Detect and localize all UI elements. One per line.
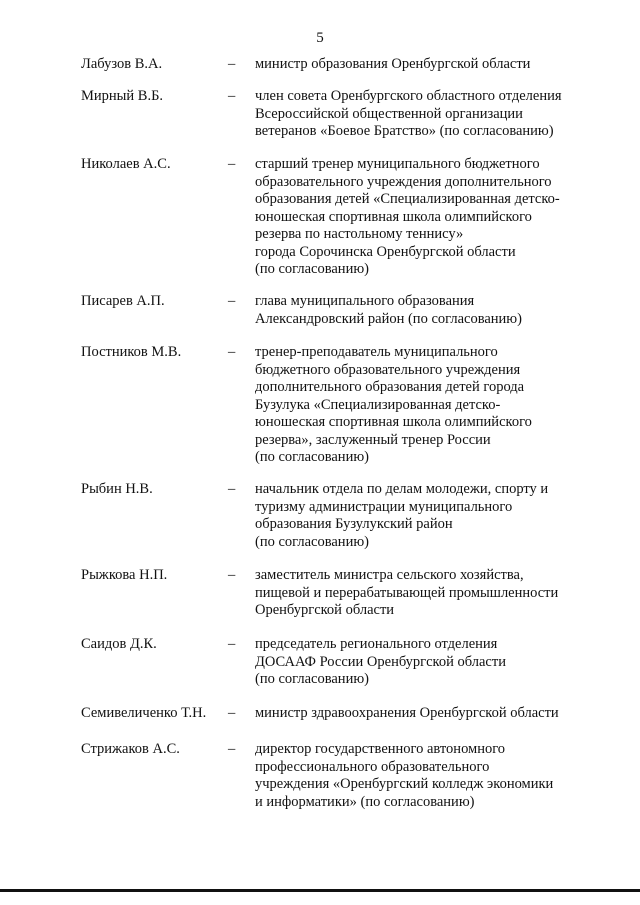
member-name: Стрижаков А.С.: [81, 741, 180, 757]
member-position: [255, 481, 585, 551]
member-name: Лабузов В.А.: [81, 56, 163, 72]
dash-separator: –: [228, 636, 236, 652]
dash-separator: –: [228, 88, 236, 104]
position-line: учреждения «Оренбургский колледж экономики: [255, 776, 554, 792]
position-line: юношеская спортивная школа олимпийского: [255, 414, 532, 430]
member-name: Семивеличенко Т.Н.: [81, 705, 207, 721]
position-line: образования Бузулукский район: [255, 516, 453, 532]
position-line: ветеранов «Боевое Братство» (по согласованию): [255, 123, 554, 139]
position-line: (по согласованию): [255, 533, 369, 550]
position-line: директор государственного автономного: [255, 741, 506, 757]
member-position: [255, 344, 585, 467]
bottom-divider: [0, 889, 640, 892]
member-name: Постников М.В.: [81, 344, 182, 360]
position-line: (по согласованию): [255, 449, 369, 465]
position-line: Бузулука «Специализированная детско-: [255, 396, 501, 413]
member-position: [255, 636, 585, 689]
member-name: Саидов Д.К.: [81, 636, 157, 652]
position-line: дополнительного образования детей города: [255, 379, 525, 395]
dash-separator: –: [228, 481, 236, 497]
position-line: юношеская спортивная школа олимпийского: [255, 208, 532, 225]
position-line: города Сорочинска Оренбургской области: [255, 243, 516, 260]
member-name: Николаев А.С.: [81, 156, 171, 172]
member-position: [255, 56, 585, 74]
position-line: образования детей «Специализированная детско-: [255, 191, 560, 207]
position-line: министр здравоохранения Оренбургской области: [255, 705, 559, 721]
position-line: (по согласованию): [255, 671, 369, 687]
member-position: [255, 88, 585, 141]
member-position: [255, 741, 585, 811]
dash-separator: –: [228, 567, 236, 583]
position-line: бюджетного образовательного учреждения: [255, 361, 521, 378]
position-line: резерва», заслуженный тренер России: [255, 431, 491, 448]
position-line: туризму администрации муниципального: [255, 498, 513, 515]
member-name: Мирный В.Б.: [81, 88, 164, 104]
position-line: профессионального образовательного: [255, 758, 490, 775]
member-position: [255, 705, 585, 723]
position-line: тренер-преподаватель муниципального: [255, 344, 498, 360]
page-number: 5: [316, 30, 324, 46]
position-line: начальник отдела по делам молодежи, спорту и: [255, 481, 549, 497]
dash-separator: –: [228, 741, 236, 757]
position-line: пищевой и перерабатывающей промышленности: [255, 584, 559, 601]
dash-separator: –: [228, 344, 236, 360]
position-line: Всероссийской общественной организации: [255, 105, 523, 122]
position-line: (по согласованию): [255, 261, 369, 277]
dash-separator: –: [228, 56, 236, 72]
position-line: ДОСААФ России Оренбургской области: [255, 653, 506, 670]
member-name: Рыжкова Н.П.: [81, 567, 168, 583]
position-line: заместитель министра сельского хозяйства,: [255, 567, 524, 583]
position-line: член совета Оренбургского областного отделения: [255, 88, 562, 104]
position-line: старший тренер муниципального бюджетного: [255, 156, 540, 172]
dash-separator: –: [228, 293, 236, 309]
dash-separator: –: [228, 705, 236, 721]
position-line: Александровский район (по согласованию): [255, 310, 522, 327]
member-name: Рыбин Н.В.: [81, 481, 153, 497]
position-line: образовательного учреждения дополнительного: [255, 173, 552, 190]
position-line: председатель регионального отделения: [255, 636, 498, 652]
position-line: Оренбургской области: [255, 602, 395, 618]
member-position: [255, 567, 585, 620]
dash-separator: –: [228, 156, 236, 172]
member-position: [255, 293, 585, 328]
position-line: резерва по настольному теннису»: [255, 226, 464, 242]
position-line: глава муниципального образования: [255, 293, 475, 309]
position-line: министр образования Оренбургской области: [255, 56, 531, 72]
member-position: [255, 156, 585, 279]
member-name: Писарев А.П.: [81, 293, 165, 309]
position-line: и информатики» (по согласованию): [255, 793, 475, 810]
